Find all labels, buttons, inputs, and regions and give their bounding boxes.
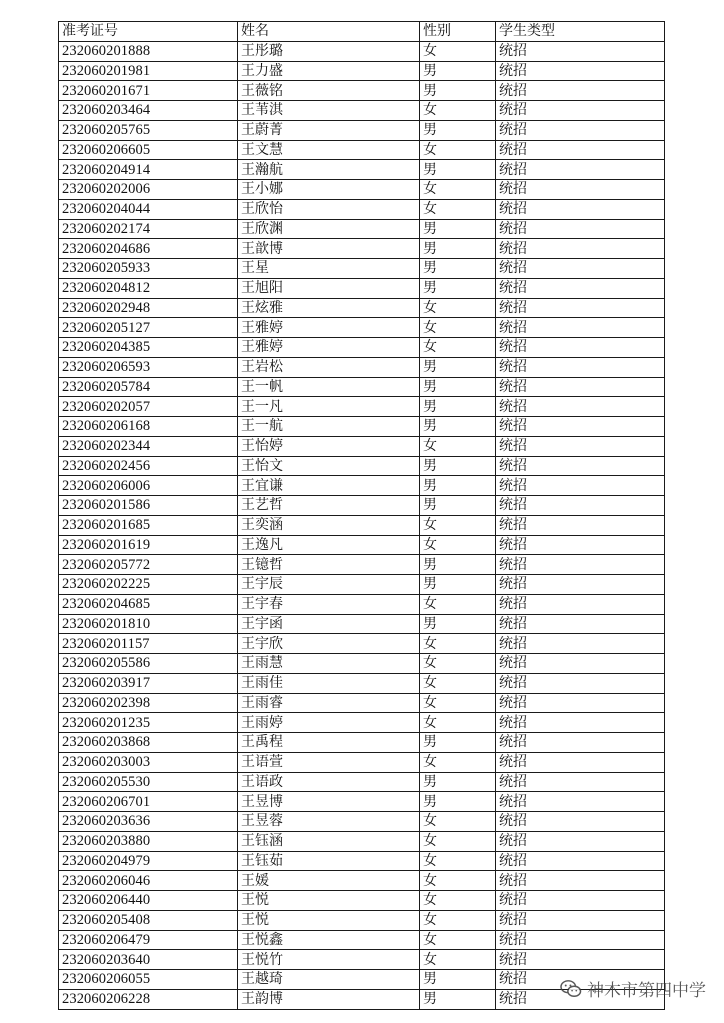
name-cell: 王一凡 bbox=[238, 397, 420, 417]
student-type-cell: 统招 bbox=[496, 101, 665, 121]
exam-number-cell: 232060201810 bbox=[59, 614, 238, 634]
name-cell: 王苇淇 bbox=[238, 101, 420, 121]
name-cell: 王钰涵 bbox=[238, 831, 420, 851]
name-cell: 王文慧 bbox=[238, 140, 420, 160]
gender-cell: 男 bbox=[420, 456, 496, 476]
table-row bbox=[59, 594, 665, 614]
table-row bbox=[59, 693, 665, 713]
table-row bbox=[59, 634, 665, 654]
table-row bbox=[59, 81, 665, 101]
student-type-cell: 统招 bbox=[496, 555, 665, 575]
name-cell: 王欣怡 bbox=[238, 199, 420, 219]
exam-number-cell: 232060206605 bbox=[59, 140, 238, 160]
student-type-cell: 统招 bbox=[496, 417, 665, 437]
gender-cell: 女 bbox=[420, 950, 496, 970]
name-cell: 王宜谦 bbox=[238, 476, 420, 496]
table-row bbox=[59, 871, 665, 891]
exam-number-cell: 232060206228 bbox=[59, 989, 238, 1009]
exam-number-cell: 232060205765 bbox=[59, 120, 238, 140]
gender-cell: 女 bbox=[420, 831, 496, 851]
name-cell: 王宇欣 bbox=[238, 634, 420, 654]
table-row bbox=[59, 140, 665, 160]
gender-cell: 女 bbox=[420, 436, 496, 456]
table-row bbox=[59, 476, 665, 496]
exam-number-cell: 232060204385 bbox=[59, 338, 238, 358]
exam-number-cell: 232060205127 bbox=[59, 318, 238, 338]
name-cell: 王宇辰 bbox=[238, 575, 420, 595]
student-roster-table bbox=[58, 21, 665, 1010]
gender-cell: 男 bbox=[420, 259, 496, 279]
student-type-cell: 统招 bbox=[496, 120, 665, 140]
gender-cell: 女 bbox=[420, 871, 496, 891]
name-cell: 王禹程 bbox=[238, 733, 420, 753]
table-row bbox=[59, 101, 665, 121]
gender-cell: 男 bbox=[420, 417, 496, 437]
student-type-cell: 统招 bbox=[496, 298, 665, 318]
student-type-cell: 统招 bbox=[496, 81, 665, 101]
student-type-cell: 统招 bbox=[496, 436, 665, 456]
gender-cell: 女 bbox=[420, 891, 496, 911]
student-type-cell: 统招 bbox=[496, 654, 665, 674]
exam-number-cell: 232060206479 bbox=[59, 930, 238, 950]
name-cell: 王雨婷 bbox=[238, 713, 420, 733]
table-row bbox=[59, 496, 665, 516]
exam-number-cell: 232060205408 bbox=[59, 910, 238, 930]
table-row bbox=[59, 180, 665, 200]
gender-cell: 男 bbox=[420, 81, 496, 101]
gender-cell: 女 bbox=[420, 930, 496, 950]
exam-number-cell: 232060203640 bbox=[59, 950, 238, 970]
table-row bbox=[59, 219, 665, 239]
student-type-cell: 统招 bbox=[496, 456, 665, 476]
student-type-cell: 统招 bbox=[496, 871, 665, 891]
gender-cell: 女 bbox=[420, 298, 496, 318]
student-type-cell: 统招 bbox=[496, 259, 665, 279]
table-row bbox=[59, 120, 665, 140]
gender-cell: 男 bbox=[420, 970, 496, 990]
exam-number-cell: 232060201619 bbox=[59, 535, 238, 555]
exam-number-cell: 232060205772 bbox=[59, 555, 238, 575]
name-cell: 王力盛 bbox=[238, 61, 420, 81]
table-row bbox=[59, 417, 665, 437]
name-cell: 王越琦 bbox=[238, 970, 420, 990]
table-row bbox=[59, 910, 665, 930]
exam-number-cell: 232060204812 bbox=[59, 278, 238, 298]
student-type-cell: 统招 bbox=[496, 338, 665, 358]
table-row bbox=[59, 713, 665, 733]
student-type-cell: 统招 bbox=[496, 733, 665, 753]
table-row bbox=[59, 831, 665, 851]
exam-number-cell: 232060202398 bbox=[59, 693, 238, 713]
table-row bbox=[59, 515, 665, 535]
student-type-cell: 统招 bbox=[496, 496, 665, 516]
exam-number-cell: 232060202174 bbox=[59, 219, 238, 239]
student-type-cell: 统招 bbox=[496, 41, 665, 61]
exam-number-cell: 232060205933 bbox=[59, 259, 238, 279]
student-type-cell: 统招 bbox=[496, 713, 665, 733]
gender-cell: 男 bbox=[420, 496, 496, 516]
exam-number-cell: 232060202006 bbox=[59, 180, 238, 200]
table-row bbox=[59, 792, 665, 812]
exam-number-cell: 232060204979 bbox=[59, 851, 238, 871]
student-type-cell: 统招 bbox=[496, 199, 665, 219]
student-type-cell: 统招 bbox=[496, 812, 665, 832]
gender-cell: 女 bbox=[420, 851, 496, 871]
student-type-cell: 统招 bbox=[496, 891, 665, 911]
table-row bbox=[59, 298, 665, 318]
gender-cell: 男 bbox=[420, 239, 496, 259]
student-type-cell: 统招 bbox=[496, 634, 665, 654]
name-cell: 王悦竹 bbox=[238, 950, 420, 970]
gender-cell: 男 bbox=[420, 61, 496, 81]
gender-cell: 女 bbox=[420, 338, 496, 358]
student-type-cell: 统招 bbox=[496, 535, 665, 555]
table-row bbox=[59, 239, 665, 259]
exam-number-cell: 232060203917 bbox=[59, 673, 238, 693]
exam-number-cell: 232060203636 bbox=[59, 812, 238, 832]
name-cell: 王昱博 bbox=[238, 792, 420, 812]
name-cell: 王逸凡 bbox=[238, 535, 420, 555]
exam-number-cell: 232060206168 bbox=[59, 417, 238, 437]
name-cell: 王怡婷 bbox=[238, 436, 420, 456]
name-cell: 王瀚航 bbox=[238, 160, 420, 180]
name-cell: 王镱哲 bbox=[238, 555, 420, 575]
name-cell: 王炫雅 bbox=[238, 298, 420, 318]
table-row bbox=[59, 673, 665, 693]
gender-cell: 女 bbox=[420, 812, 496, 832]
name-cell: 王蔚菁 bbox=[238, 120, 420, 140]
name-cell: 王媛 bbox=[238, 871, 420, 891]
table-row bbox=[59, 61, 665, 81]
gender-cell: 男 bbox=[420, 792, 496, 812]
student-type-cell: 统招 bbox=[496, 140, 665, 160]
exam-number-cell: 232060205530 bbox=[59, 772, 238, 792]
exam-number-cell: 232060202344 bbox=[59, 436, 238, 456]
student-type-cell: 统招 bbox=[496, 989, 665, 1009]
gender-cell: 男 bbox=[420, 219, 496, 239]
header-student-type: 学生类型 bbox=[496, 22, 665, 42]
gender-cell: 女 bbox=[420, 101, 496, 121]
table-row bbox=[59, 654, 665, 674]
gender-cell: 男 bbox=[420, 476, 496, 496]
exam-number-cell: 232060206440 bbox=[59, 891, 238, 911]
student-type-cell: 统招 bbox=[496, 792, 665, 812]
name-cell: 王雨佳 bbox=[238, 673, 420, 693]
student-type-cell: 统招 bbox=[496, 61, 665, 81]
gender-cell: 女 bbox=[420, 140, 496, 160]
gender-cell: 男 bbox=[420, 772, 496, 792]
exam-number-cell: 232060202948 bbox=[59, 298, 238, 318]
name-cell: 王宇函 bbox=[238, 614, 420, 634]
student-type-cell: 统招 bbox=[496, 219, 665, 239]
exam-number-cell: 232060206701 bbox=[59, 792, 238, 812]
name-cell: 王语萱 bbox=[238, 752, 420, 772]
exam-number-cell: 232060201586 bbox=[59, 496, 238, 516]
exam-number-cell: 232060205784 bbox=[59, 377, 238, 397]
gender-cell: 男 bbox=[420, 397, 496, 417]
student-type-cell: 统招 bbox=[496, 930, 665, 950]
table-row bbox=[59, 535, 665, 555]
name-cell: 王薇铭 bbox=[238, 81, 420, 101]
name-cell: 王悦 bbox=[238, 891, 420, 911]
name-cell: 王奕涵 bbox=[238, 515, 420, 535]
gender-cell: 男 bbox=[420, 733, 496, 753]
student-type-cell: 统招 bbox=[496, 594, 665, 614]
table-row bbox=[59, 891, 665, 911]
name-cell: 王雅婷 bbox=[238, 338, 420, 358]
gender-cell: 男 bbox=[420, 160, 496, 180]
gender-cell: 女 bbox=[420, 693, 496, 713]
gender-cell: 男 bbox=[420, 377, 496, 397]
student-type-cell: 统招 bbox=[496, 910, 665, 930]
header-gender: 性别 bbox=[420, 22, 496, 42]
gender-cell: 女 bbox=[420, 673, 496, 693]
student-type-cell: 统招 bbox=[496, 357, 665, 377]
table-row bbox=[59, 338, 665, 358]
exam-number-cell: 232060206055 bbox=[59, 970, 238, 990]
student-type-cell: 统招 bbox=[496, 239, 665, 259]
student-type-cell: 统招 bbox=[496, 831, 665, 851]
table-row bbox=[59, 377, 665, 397]
student-type-cell: 统招 bbox=[496, 318, 665, 338]
name-cell: 王一航 bbox=[238, 417, 420, 437]
exam-number-cell: 232060206006 bbox=[59, 476, 238, 496]
table-row bbox=[59, 41, 665, 61]
gender-cell: 女 bbox=[420, 535, 496, 555]
exam-number-cell: 232060204686 bbox=[59, 239, 238, 259]
table-row bbox=[59, 278, 665, 298]
table-row bbox=[59, 752, 665, 772]
table-row bbox=[59, 772, 665, 792]
table-row bbox=[59, 357, 665, 377]
gender-cell: 女 bbox=[420, 752, 496, 772]
watermark-text: 神木市第四中学 bbox=[587, 981, 706, 1001]
student-type-cell: 统招 bbox=[496, 693, 665, 713]
table-row bbox=[59, 812, 665, 832]
table-row bbox=[59, 397, 665, 417]
name-cell: 王欣渊 bbox=[238, 219, 420, 239]
gender-cell: 女 bbox=[420, 910, 496, 930]
gender-cell: 男 bbox=[420, 357, 496, 377]
name-cell: 王艺哲 bbox=[238, 496, 420, 516]
student-type-cell: 统招 bbox=[496, 515, 665, 535]
exam-number-cell: 232060201157 bbox=[59, 634, 238, 654]
name-cell: 王宇春 bbox=[238, 594, 420, 614]
student-type-cell: 统招 bbox=[496, 851, 665, 871]
exam-number-cell: 232060204044 bbox=[59, 199, 238, 219]
name-cell: 王一帆 bbox=[238, 377, 420, 397]
name-cell: 王歆博 bbox=[238, 239, 420, 259]
student-type-cell: 统招 bbox=[496, 180, 665, 200]
name-cell: 王雨睿 bbox=[238, 693, 420, 713]
exam-number-cell: 232060203880 bbox=[59, 831, 238, 851]
student-type-cell: 统招 bbox=[496, 772, 665, 792]
exam-number-cell: 232060205586 bbox=[59, 654, 238, 674]
table-row bbox=[59, 318, 665, 338]
header-name: 姓名 bbox=[238, 22, 420, 42]
table-row bbox=[59, 851, 665, 871]
name-cell: 王星 bbox=[238, 259, 420, 279]
gender-cell: 男 bbox=[420, 575, 496, 595]
table-row bbox=[59, 436, 665, 456]
gender-cell: 女 bbox=[420, 180, 496, 200]
gender-cell: 男 bbox=[420, 989, 496, 1009]
name-cell: 王岩松 bbox=[238, 357, 420, 377]
name-cell: 王雅婷 bbox=[238, 318, 420, 338]
name-cell: 王悦 bbox=[238, 910, 420, 930]
exam-number-cell: 232060201671 bbox=[59, 81, 238, 101]
table-row bbox=[59, 160, 665, 180]
wechat-icon bbox=[560, 979, 582, 999]
exam-number-cell: 232060203464 bbox=[59, 101, 238, 121]
student-type-cell: 统招 bbox=[496, 476, 665, 496]
name-cell: 王旭阳 bbox=[238, 278, 420, 298]
name-cell: 王怡文 bbox=[238, 456, 420, 476]
gender-cell: 男 bbox=[420, 614, 496, 634]
exam-number-cell: 232060202456 bbox=[59, 456, 238, 476]
exam-number-cell: 232060206593 bbox=[59, 357, 238, 377]
student-type-cell: 统招 bbox=[496, 160, 665, 180]
table-row bbox=[59, 555, 665, 575]
exam-number-cell: 232060203868 bbox=[59, 733, 238, 753]
table-row bbox=[59, 575, 665, 595]
exam-number-cell: 232060202225 bbox=[59, 575, 238, 595]
student-type-cell: 统招 bbox=[496, 970, 665, 990]
student-type-cell: 统招 bbox=[496, 377, 665, 397]
gender-cell: 女 bbox=[420, 41, 496, 61]
table-body bbox=[59, 41, 665, 1009]
exam-number-cell: 232060206046 bbox=[59, 871, 238, 891]
student-type-cell: 统招 bbox=[496, 575, 665, 595]
student-type-cell: 统招 bbox=[496, 950, 665, 970]
table-row bbox=[59, 950, 665, 970]
watermark bbox=[560, 976, 706, 1001]
exam-number-cell: 232060204914 bbox=[59, 160, 238, 180]
exam-number-cell: 232060202057 bbox=[59, 397, 238, 417]
student-type-cell: 统招 bbox=[496, 278, 665, 298]
gender-cell: 女 bbox=[420, 594, 496, 614]
gender-cell: 女 bbox=[420, 654, 496, 674]
table-row bbox=[59, 733, 665, 753]
name-cell: 王彤璐 bbox=[238, 41, 420, 61]
gender-cell: 男 bbox=[420, 120, 496, 140]
exam-number-cell: 232060204685 bbox=[59, 594, 238, 614]
gender-cell: 男 bbox=[420, 278, 496, 298]
header-exam-number: 准考证号 bbox=[59, 22, 238, 42]
table-row bbox=[59, 930, 665, 950]
gender-cell: 女 bbox=[420, 634, 496, 654]
name-cell: 王韵博 bbox=[238, 989, 420, 1009]
exam-number-cell: 232060201685 bbox=[59, 515, 238, 535]
gender-cell: 女 bbox=[420, 713, 496, 733]
name-cell: 王昱蓉 bbox=[238, 812, 420, 832]
table-row bbox=[59, 199, 665, 219]
exam-number-cell: 232060203003 bbox=[59, 752, 238, 772]
table-row bbox=[59, 614, 665, 634]
name-cell: 王钰茹 bbox=[238, 851, 420, 871]
name-cell: 王语政 bbox=[238, 772, 420, 792]
student-type-cell: 统招 bbox=[496, 673, 665, 693]
gender-cell: 男 bbox=[420, 555, 496, 575]
name-cell: 王雨慧 bbox=[238, 654, 420, 674]
name-cell: 王小娜 bbox=[238, 180, 420, 200]
exam-number-cell: 232060201888 bbox=[59, 41, 238, 61]
gender-cell: 女 bbox=[420, 199, 496, 219]
exam-number-cell: 232060201981 bbox=[59, 61, 238, 81]
student-type-cell: 统招 bbox=[496, 752, 665, 772]
table-row bbox=[59, 259, 665, 279]
student-type-cell: 统招 bbox=[496, 614, 665, 634]
gender-cell: 女 bbox=[420, 515, 496, 535]
table-row bbox=[59, 456, 665, 476]
exam-number-cell: 232060201235 bbox=[59, 713, 238, 733]
gender-cell: 女 bbox=[420, 318, 496, 338]
table-header-row bbox=[59, 22, 665, 42]
student-type-cell: 统招 bbox=[496, 397, 665, 417]
name-cell: 王悦鑫 bbox=[238, 930, 420, 950]
